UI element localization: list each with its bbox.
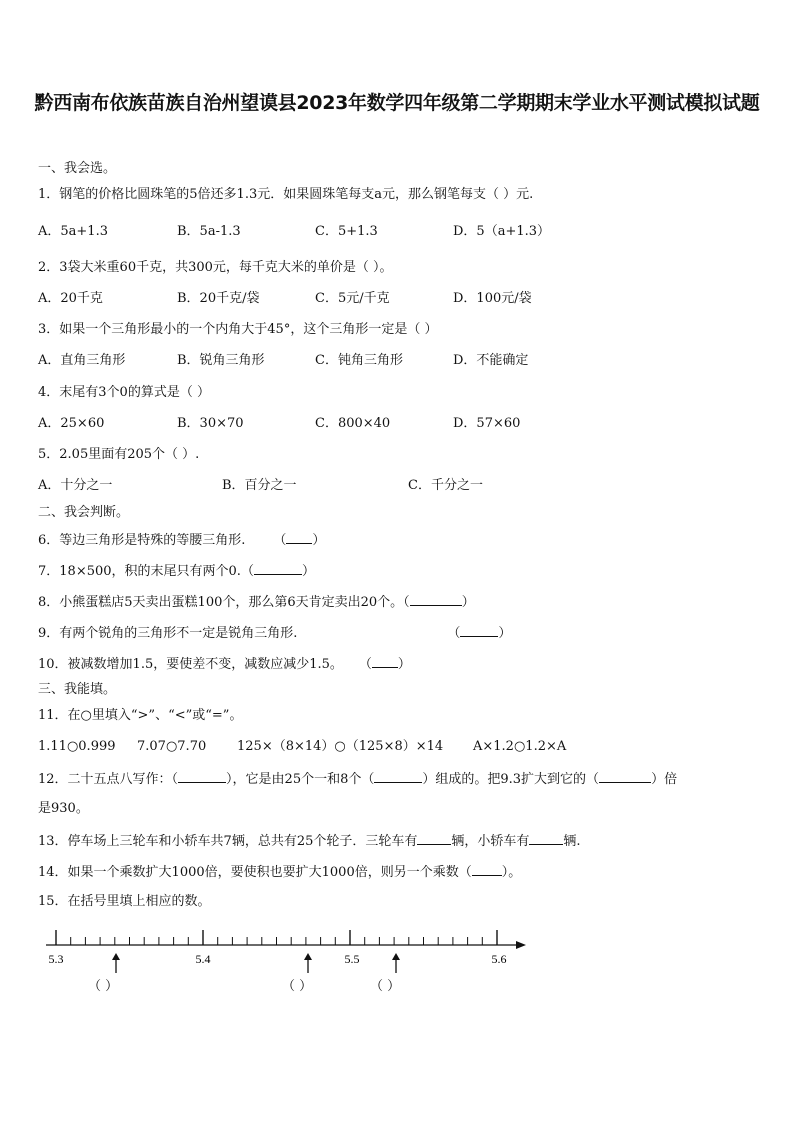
question-1-stem: 1．钢笔的价格比圆珠笔的5倍还多1.3元．如果圆珠笔每支a元，那么钢笔每支（ ）元. (38, 187, 534, 202)
question-3-stem: 3．如果一个三角形最小的一个内角大于45°，这个三角形一定是（ ） (38, 322, 438, 337)
q3-option-c: C．钝角三角形 (315, 353, 403, 368)
up-arrow-icon (112, 953, 120, 973)
number-line-arrowhead (516, 941, 526, 949)
q4-option-b: B．30×70 (177, 416, 244, 431)
q3-option-d: D．不能确定 (453, 353, 529, 368)
q1-option-a: A．5a+1.3 (38, 224, 108, 239)
q2-option-c: C．5元/千克 (315, 291, 390, 306)
question-6: 6．等边三角形是特殊的等腰三角形. （ ） (38, 530, 325, 550)
section-heading-choice: 一、我会选。 (38, 161, 117, 176)
q4-option-d: D．57×60 (453, 416, 521, 431)
question-2-stem: 2．3袋大米重60千克，共300元，每千克大米的单价是（ ）。 (38, 260, 393, 275)
q11-item-4: A×1.2○1.2×A (473, 739, 567, 754)
q3-option-b: B．锐角三角形 (177, 353, 265, 368)
question-7-text: 7．18×500，积的末尾只有两个0. (38, 564, 241, 579)
answer-paren-3[interactable]: （ ） (370, 979, 401, 994)
section-heading-judge: 二、我会判断。 (38, 505, 130, 520)
question-8-text: 8．小熊蛋糕店5天卖出蛋糕100个，那么第6天肯定卖出20个。 (38, 595, 404, 610)
question-10: 10．被减数增加1.5，要使差不变，减数应减少1.5。 （ ） (38, 654, 411, 674)
up-arrow-icon (304, 953, 312, 973)
answer-blank[interactable] (372, 654, 398, 668)
question-7: 7．18×500，积的末尾只有两个0.（ ） (38, 561, 315, 581)
answer-blank[interactable] (599, 769, 651, 783)
answer-blank[interactable] (374, 769, 422, 783)
question-13: 13．停车场上三轮车和小轿车共7辆，总共有25个轮子．三轮车有 辆，小轿车有 辆. (38, 831, 581, 851)
question-11-stem: 11．在○里填入“>”、“<”或“=”。 (38, 708, 243, 723)
answer-paren-1[interactable]: （ ） (88, 979, 119, 994)
page-title: 黔西南布依族苗族自治州望谟县2023年数学四年级第二学期期末学业水平测试模拟试题 (34, 92, 760, 114)
q1-option-c: C．5+1.3 (315, 224, 378, 239)
question-9-text: 9．有两个锐角的三角形不一定是锐角三角形. (38, 626, 298, 641)
section-heading-fill: 三、我能填。 (38, 682, 117, 697)
up-arrow-icon (392, 953, 400, 973)
question-15-stem: 15．在括号里填上相应的数。 (38, 894, 211, 909)
question-14: 14．如果一个乘数扩大1000倍，要使积也要扩大1000倍，则另一个乘数（ ）。 (38, 862, 521, 882)
question-6-text: 6．等边三角形是特殊的等腰三角形. (38, 533, 246, 548)
question-5-stem: 5．2.05里面有205个（ ）. (38, 447, 200, 462)
answer-blank[interactable] (178, 769, 226, 783)
q1-option-d: D．5（a+1.3） (453, 224, 551, 239)
q11-item-3: 125×（8×14）○（125×8）×14 (237, 739, 444, 754)
q2-option-d: D．100元/袋 (453, 291, 532, 306)
question-12-line-1: 12．二十五点八写作：（ ），它是由25个一和8个（ ）组成的。把9.3扩大到它的（ ）倍 (38, 769, 677, 789)
q2-option-a: A．20千克 (38, 291, 103, 306)
question-12-line-2: 是930。 (38, 801, 89, 816)
answer-blank[interactable] (254, 561, 302, 575)
q4-option-c: C．800×40 (315, 416, 391, 431)
q5-option-c: C．千分之一 (408, 478, 483, 493)
q2-option-b: B．20千克/袋 (177, 291, 260, 306)
q11-item-1: 1.11○0.999 (38, 739, 116, 754)
answer-blank[interactable] (472, 862, 502, 876)
answer-paren-2[interactable]: （ ） (282, 979, 313, 994)
question-4-stem: 4．末尾有3个0的算式是（ ） (38, 385, 210, 400)
tick-label-5-6: 5.6 (491, 952, 507, 966)
q5-option-a: A．十分之一 (38, 478, 113, 493)
tick-label-5-3: 5.3 (48, 952, 64, 966)
q5-option-b: B．百分之一 (222, 478, 297, 493)
tick-label-5-5: 5.5 (344, 952, 360, 966)
question-9: 9．有两个锐角的三角形不一定是锐角三角形. （ ） (38, 623, 511, 643)
q3-option-a: A．直角三角形 (38, 353, 126, 368)
answer-blank[interactable] (417, 831, 451, 845)
answer-blank[interactable] (410, 592, 462, 606)
q11-item-2: 7.07○7.70 (137, 739, 207, 754)
answer-blank[interactable] (529, 831, 563, 845)
answer-blank[interactable] (286, 530, 312, 544)
q1-option-b: B．5a-1.3 (177, 224, 241, 239)
answer-blank[interactable] (460, 623, 498, 637)
question-8: 8．小熊蛋糕店5天卖出蛋糕100个，那么第6天肯定卖出20个。（ ） (38, 592, 475, 612)
question-10-text: 10．被减数增加1.5，要使差不变，减数应减少1.5。 (38, 657, 343, 672)
q4-option-a: A．25×60 (38, 416, 105, 431)
tick-label-5-4: 5.4 (195, 952, 211, 966)
